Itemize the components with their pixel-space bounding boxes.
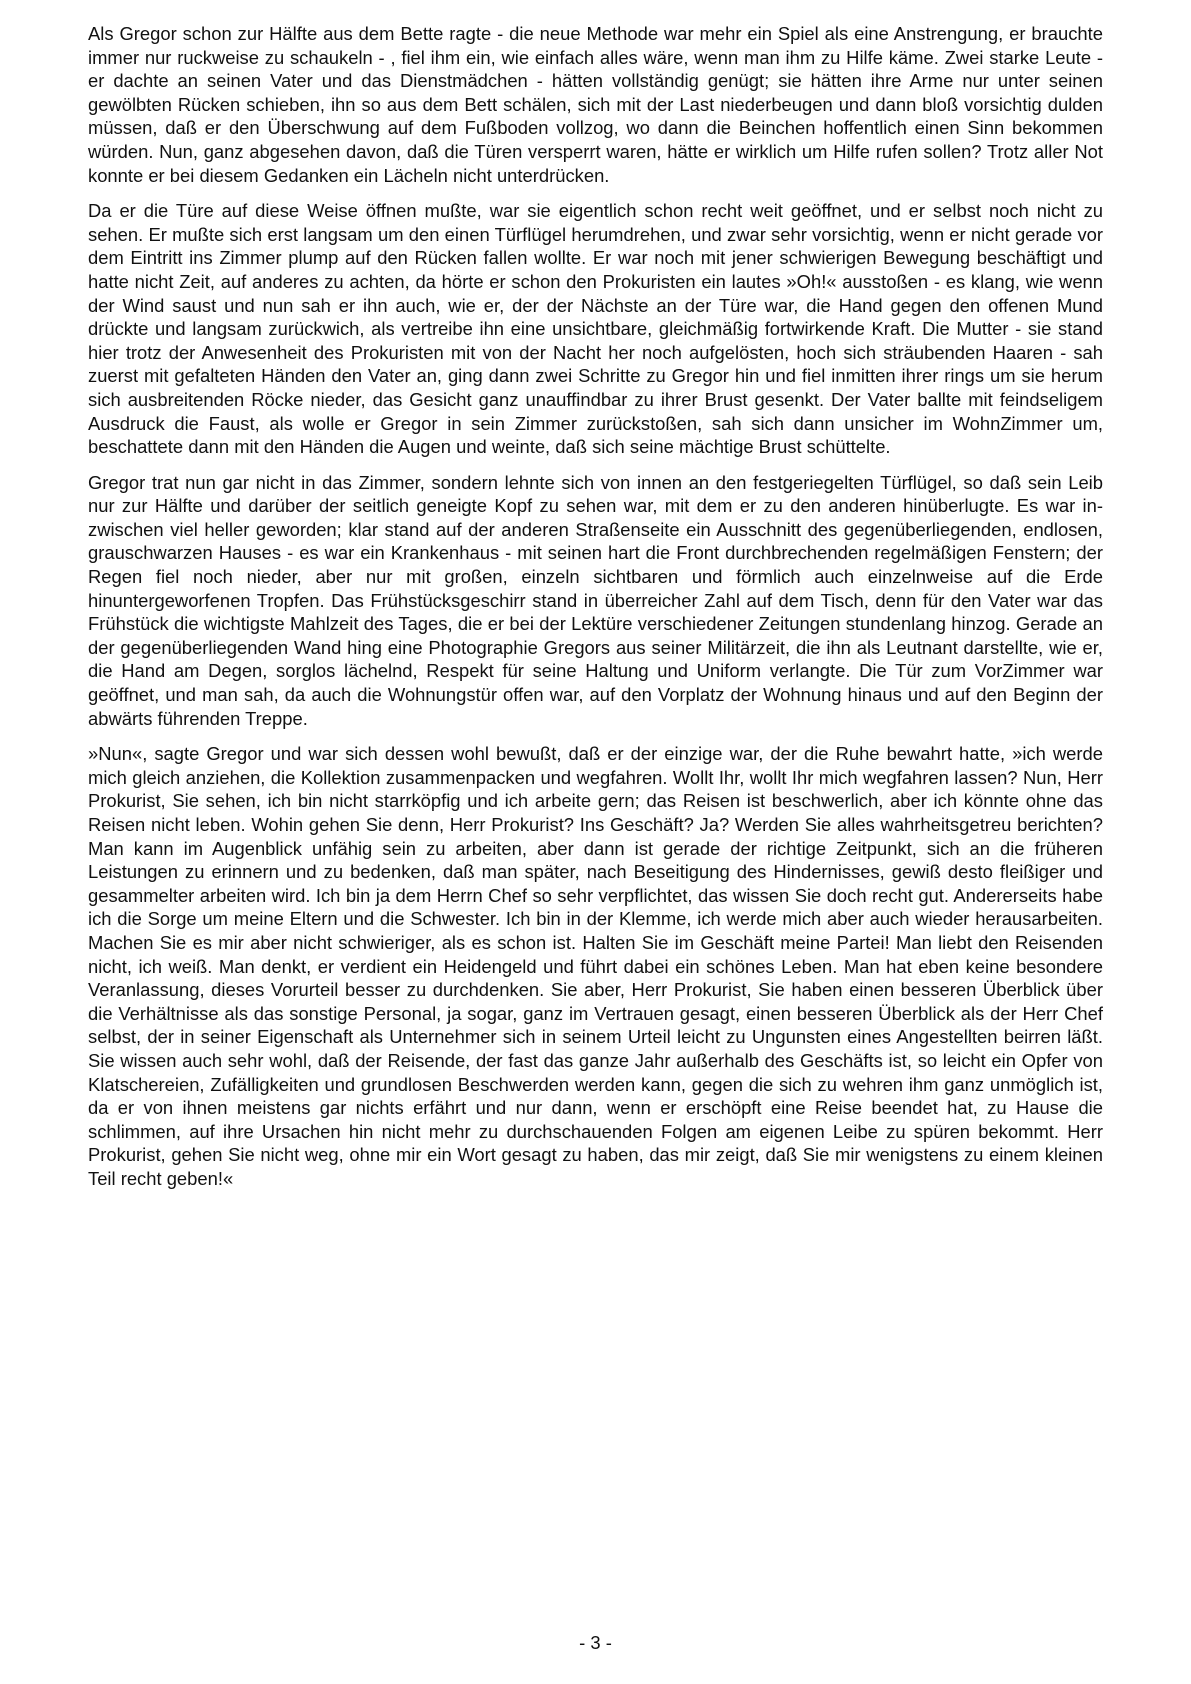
paragraph: Da er die Türe auf diese Weise öffnen mußte, war sie eigentlich schon recht weit geöffnet, und er selbst noch nicht zu sehen. Er mußte sich erst langsam um den einen Türflügel herumdrehen, und zwar sehr vorsichtig, wenn er nicht gerade vor dem Eintritt ins Zimmer plump auf den Rücken fallen wollte. Er war noch mit jener schwierigen Bewegung beschäftigt und hatte nicht Zeit, auf anderes zu achten, da hörte er schon den Prokuristen ein lautes »Oh!« ausstoßen - es klang, wie wenn der Wind saust und nun sah er ihn auch, wie er, der der Nächste an der Türe war, die Hand gegen den offenen Mund drückte und langsam zurückwich, als vertreibe ihn eine unsichtbare, gleichmäßig fortwirkende Kraft. Die Mutter - sie stand hier trotz der Anwesenheit des Prokuristen mit von der Nacht her noch aufgelösten, hoch sich sträubenden Haaren - sah zuerst mit gefalteten Händen den Vater an, ging dann zwei Schritte zu Gregor hin und fiel inmitten ihrer rings um sie herum sich ausbreitenden Röcke nieder, das Gesicht ganz unauffindbar zu ihrer Brust gesenkt. Der Vater ballte mit feindseligem Ausdruck die Faust, als wolle er Gregor in sein Zimmer zurückstoßen, sah sich dann unsicher im WohnZimmer um, beschattete dann mit den Händen die Augen und weinte, daß sich seine mächtige Brust schüttelte. [88, 200, 1103, 458]
paragraph: »Nun«, sagte Gregor und war sich dessen wohl bewußt, daß er der einzige war, der die Ruhe bewahrt hatte, »ich werde mich gleich anziehen, die Kollektion zusammenpacken und wegfahren. Wollt Ihr, wollt Ihr mich wegfahren lassen? Nun, Herr Prokurist, Sie sehen, ich bin nicht starrköpfig und ich arbeite gern; das Reisen ist beschwerlich, aber ich könnte ohne das Reisen nicht leben. Wohin gehen Sie denn, Herr Prokurist? Ins Geschäft? Ja? Werden Sie alles wahrheitsgetreu berichten? Man kann im Augenblick unfähig sein zu arbeiten, aber dann ist gerade der richtige Zeitpunkt, sich an die früheren Leistungen zu erinnern und zu bedenken, daß man später, nach Beseitigung des Hindernisses, gewiß desto fleißiger und gesammelter arbeiten wird. Ich bin ja dem Herrn Chef so sehr verpflichtet, das wissen Sie doch recht gut. Andererseits habe ich die Sorge um meine Eltern und die Schwester. Ich bin in der Klemme, ich werde mich aber auch wieder herausarbeiten. Machen Sie es mir aber nicht schwieriger, als es schon ist. Halten Sie im Geschäft meine Partei! Man liebt den Reisenden nicht, ich weiß. Man denkt, er verdient ein Heidengeld und führt dabei ein schönes Leben. Man hat eben keine besondere Veranlassung, dieses Vorurteil besser zu durchdenken. Sie aber, Herr Prokurist, Sie haben einen besseren Überblick über die Verhältnisse als das sonstige Personal, ja sogar, ganz im Vertrauen gesagt, einen besseren Überblick als der Herr Chef selbst, der in seiner Eigenschaft als Unternehmer sich in seinem Urteil leicht zu Ungunsten eines Angestellten beirren läßt. Sie wissen auch sehr wohl, daß der Reisende, der fast das ganze Jahr außerhalb des Geschäfts ist, so leicht ein Opfer von Klatschereien, Zufälligkeiten und grundlosen Beschwerden werden kann, gegen die sich zu wehren ihm ganz unmöglich ist, da er von ihnen meistens gar nichts erfährt und nur dann, wenn er erschöpft eine Reise beendet hat, zu Hause die schlimmen, auf ihre Ursachen hin nicht mehr zu durchschauenden Folgen am eigenen Leibe zu spüren bekommt. Herr Prokurist, gehen Sie nicht weg, ohne mir ein Wort gesagt zu haben, das mir zeigt, daß Sie mir wenigstens zu einem kleinen Teil recht geben!« [88, 743, 1103, 1189]
body-text [88, 22, 1103, 1203]
page-number: - 3 - [579, 1632, 612, 1653]
paragraph: Gregor trat nun gar nicht in das Zimmer, sondern lehnte sich von innen an den festgeriegelten Türflügel, so daß sein Leib nur zur Hälfte und darüber der seitlich geneigte Kopf zu sehen war, mit dem er zu den anderen hinüberlugte. Es war inzwischen viel heller geworden; klar stand auf der anderen Straßenseite ein Ausschnitt des gegenüberliegenden, endlosen, grauschwarzen Hauses - es war ein Krankenhaus - mit seinen hart die Front durchbrechenden regelmäßigen Fenstern; der Regen fiel noch nieder, aber nur mit großen, einzeln sichtbaren und förmlich auch einzelnweise auf die Erde hinuntergeworfenen Tropfen. Das Frühstücksgeschirr stand in überreicher Zahl auf dem Tisch, denn für den Vater war das Frühstück die wichtigste Mahlzeit des Tages, die er bei der Lektüre verschiedener Zeitungen stundenlang hinzog. Gerade an der gegenüberliegenden Wand hing eine Photographie Gregors aus seiner Militärzeit, die ihn als Leutnant darstellte, wie er, die Hand am Degen, sorglos lächelnd, Respekt für seine Haltung und Uniform verlangte. Die Tür zum VorZimmer war geöffnet, und man sah, da auch die Wohnungstür offen war, auf den Vorplatz der Wohnung hinaus und auf den Beginn der abwärts führenden Treppe. [88, 471, 1103, 729]
paragraph: Als Gregor schon zur Hälfte aus dem Bette ragte - die neue Methode war mehr ein Spiel als eine Anstrengung, er brauchte immer nur ruckweise zu schaukeln - , fiel ihm ein, wie einfach alles wäre, wenn man ihm zu Hilfe käme. Zwei starke Leute - er dachte an seinen Vater und das Dienstmädchen - hätten vollständig genügt; sie hätten ihre Arme nur unter seinen gewölbten Rücken schieben, ihn so aus dem Bett schälen, sich mit der Last niederbeugen und dann bloß vorsichtig dulden müssen, daß er den Überschwung auf dem Fußboden vollzog, wo dann die Beinchen hoffentlich einen Sinn bekommen würden. Nun, ganz abgesehen davon, daß die Türen versperrt waren, hätte er wirklich um Hilfe rufen sollen? Trotz aller Not konnte er bei diesem Gedanken ein Lächeln nicht unterdrücken. [88, 23, 1103, 186]
